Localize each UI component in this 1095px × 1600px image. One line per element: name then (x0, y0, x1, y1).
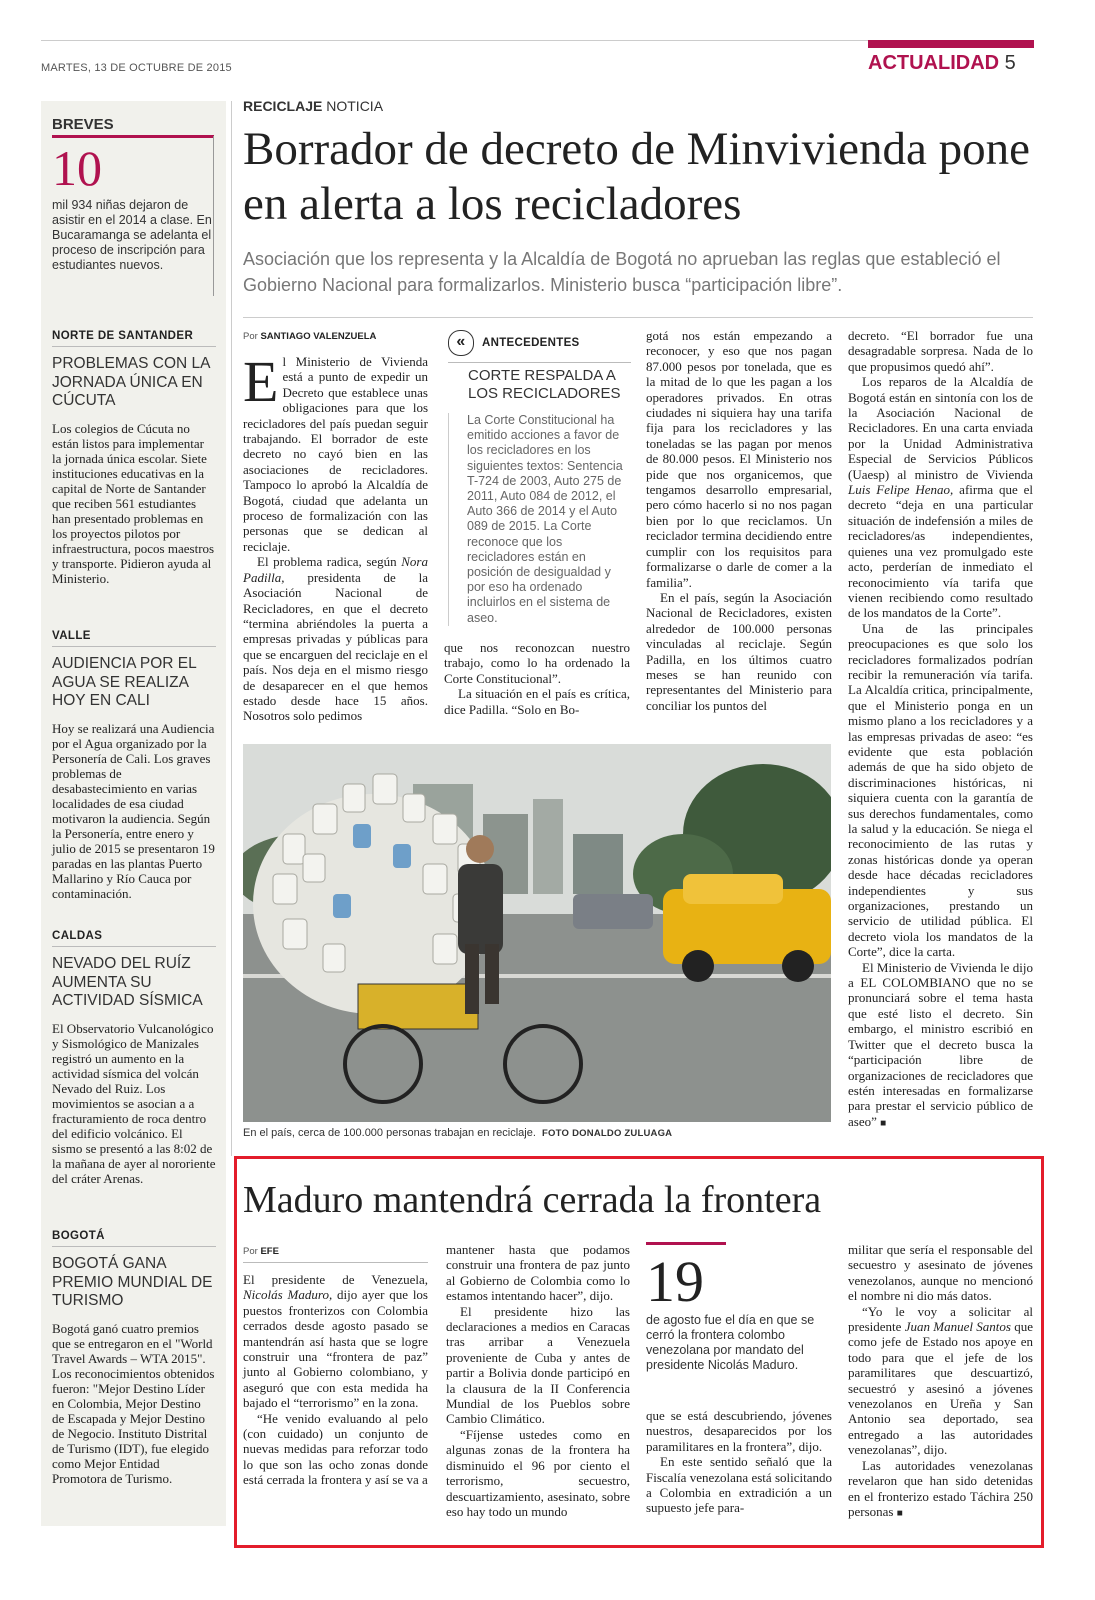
paragraph: “Fíjense ustedes como en algunas zonas de la frontera ha disminuido el 96 por ciento el terrorismo, secuestro, descuartizamiento, asesinato, sobre eso hay todo un mundo (446, 1426, 630, 1519)
byline-author: SANTIAGO VALENZUELA (260, 331, 377, 342)
brief-region: VALLE (52, 630, 216, 647)
brief-title: NEVADO DEL RUÍZ AUMENTA SU ACTIVIDAD SÍSMICA (52, 955, 203, 1009)
paragraph: La situación en el país es crítica, dice Padilla. “Solo en Bo- (444, 686, 630, 717)
end-mark: ■ (896, 1507, 903, 1519)
paragraph-start: Los reparos de la Alcaldía de Bogotá están en sintonía con los de la Asociación Nacional de Recicladores. En una carta enviada por la Unidad Administrativa Especial de Servicios Públicos (Uaesp) al ministro de Vivienda (848, 374, 1033, 482)
person-name: Nora Padilla, (243, 554, 428, 585)
article2-column-4 (848, 1242, 1033, 1521)
article-column-1 (243, 349, 428, 724)
brief-region: BOGOTÁ (52, 1230, 216, 1247)
paragraph: En el país, según la Asociación Nacional de Recicladores, existen alrededor de 100.000 personas vinculadas al reciclaje. Según Padilla, en los últimos cuatro meses se han reunido con representantes del Ministerio para conciliar los puntos del (646, 589, 832, 713)
stat-text: de agosto fue el día en que se cerró la frontera colombo venezolana por mandato del presidente Nicolás Maduro. (646, 1313, 815, 1372)
breves-label: BREVES (52, 116, 114, 133)
paragraph: El Ministerio de Vivienda le dijo a EL COLOMBIANO que no se pronunciará sobre el tema hasta que esté listo el decreto. Sin embargo, el ministro escribió en Twitter que el decreto busca la “participación libre de organizaciones de recicladores que estén interesadas en formalizarse para prestar el servicio público de aseo” (848, 959, 1033, 1129)
paragraph: que se está descubriendo, jóvenes nuestros, desaparecidos por los paramilitares en la frontera”, dijo. (646, 1408, 832, 1454)
byline-rule (243, 1262, 428, 1263)
section-name: ACTUALIDAD (868, 52, 1000, 74)
section-bar (868, 40, 1034, 48)
photo-credit-prefix: FOTO (542, 1128, 570, 1139)
brief-body: Bogotá ganó cuatro premios que se entregaron en el "World Travel Awards – WTA 2015". Los reconocimientos obtenidos fueron: "Mejor Destino Líder en Colombia, Mejor Destino de Escapada y Mejor Destino de Negocio. Instituto Distrital de Turismo (IDT), fue elegido como Mejor Entidad Promotora de Turismo. (52, 1320, 215, 1486)
article-headline: Borrador de decreto de Minvivienda pone en alerta a los recicladores (243, 123, 1030, 230)
kicker-topic: RECICLAJE (243, 98, 323, 114)
brief-body: El Observatorio Vulcanológico y Sismológico de Manizales registró un aumento en la actividad sísmica del volcán Nevado del Ruiz. Los movimientos se asocian a a fracturamiento de roca dentro del edificio volcánico. El sismo se presentó a las 8:02 de la mañana de ayer al nororiente del cráter Arenas. (52, 1020, 216, 1186)
page-number: 5 (1004, 52, 1016, 74)
column-divider (231, 101, 232, 1156)
antecedentes-title: CORTE RESPALDA A LOS RECICLADORES (448, 362, 631, 403)
byline-prefix: Por (243, 1246, 258, 1257)
stat-rule (646, 1242, 726, 1245)
brief-bogota (52, 1230, 216, 1486)
person-name: Luis Felipe Henao, (848, 482, 954, 498)
brief-norte-de-santander (52, 330, 216, 586)
person-name: Nicolás Maduro, (243, 1287, 333, 1303)
paragraph: mantener hasta que podamos construir una frontera de paz junto al Gobierno de Colombia como lo estamos intentando hacer”, dijo. (446, 1242, 630, 1304)
paragraph-start: El problema radica, según (257, 554, 397, 570)
recycler-photo-illustration (243, 744, 831, 1122)
brief-caldas (52, 930, 216, 1186)
paragraph-start: “Yo le voy a solicitar al presidente (848, 1303, 1033, 1335)
drop-cap: E (243, 349, 279, 414)
brief-region: NORTE DE SANTANDER (52, 330, 216, 347)
photo-credit: DONALDO ZULUAGA (572, 1128, 673, 1139)
paragraph: gotá nos están empezando a reconocer, y eso que nos pagan 87.000 pesos por tonelada, que es la mitad de lo que les pagan a los operadores privados. En otras ciudades ni siquiera hay una tarifa fija para los recicladores y las toneladas se las pagan por menos de 80.000 pesos. El Ministerio nos pide que nos organicemos, que tengamos desarrollo empresarial, pero cómo hacerlo si no nos pagan bien por lo que reciclamos. Un reciclador termina decidiendo entre cumplir con los requisitos para formalizarse o darle de comer a la familia”. (646, 328, 832, 590)
brief-valle (52, 630, 216, 901)
kicker-type: NOTICIA (326, 98, 384, 114)
breves-side-rule (213, 136, 214, 296)
paragraph: militar que sería el responsable del secuestro y asesinato de jóvenes venezolanos, aunque no mencionó el nombre ni dio más datos. (848, 1242, 1033, 1304)
paragraph: El presidente hizo las declaraciones a medios en Caracas tras arribar a Venezuela proveniente de Cuba y antes de partir a Bolivia donde participó en la clausura de la II Conferencia Mundial de los Pueblos sobre Cambio Climático. (446, 1303, 630, 1427)
breves-text: mil 934 niñas dejaron de asistir en el 2014 a clase. En Bucaramanga se adelanta el proceso de inscripción para estudiantes nuevos. (52, 198, 212, 272)
paragraph-end: presidenta de la Asociación Nacional de Recicladores, en que el decreto “termina abriéndoles la puerta a empresas privadas y públicas para que se encarguen del reciclaje en el país. Nos deja en el mismo riesgo de desaparecer en el que hemos estado desde hace 15 años. Nosotros solo pedimos (243, 569, 428, 724)
article-column-3 (646, 328, 832, 713)
section-label (868, 52, 1016, 75)
brief-region: CALDAS (52, 930, 216, 947)
double-chevron-left-icon: « (448, 330, 474, 356)
article2-headline: Maduro mantendrá cerrada la frontera (243, 1179, 822, 1221)
caption-text: En el país, cerca de 100.000 personas trabajan en reciclaje. (243, 1127, 536, 1139)
brief-body: Hoy se realizará una Audiencia por el Agua organizado por la Personería de Cali. Los graves problemas de desabastecimiento en varias localidades de esa ciudad motivaron la audiencia. Según la Personería, entre enero y julio de 2015 se presentaron 19 paradas en las plantas Puerto Mallarino y Río Cauca por contaminación. (52, 720, 215, 901)
breves-box (52, 116, 214, 273)
article-deck: Asociación que los representa y la Alcaldía de Bogotá no aprueban las reglas que estableció el Gobierno Nacional para formalizarlos. Ministerio busca “participación libre”. (243, 249, 1001, 295)
person-name: Juan Manuel Santos (904, 1319, 1011, 1335)
antecedentes-label: ANTECEDENTES (482, 337, 580, 349)
brief-title: AUDIENCIA POR EL AGUA SE REALIZA HOY EN CALI (52, 655, 197, 709)
antecedentes-body: La Corte Constitucional ha emitido acciones a favor de los recicladores en los siguientes textos: Sentencia T-724 de 2003, Auto 275 de 2011, Auto 084 de 2012, el Auto 366 de 2014 y el Auto 089 de 2015. La Corte reconoce que los recicladores están en posición de desigualdad y por eso ha ordenado incluirlos en el sistema de aseo. (448, 413, 631, 626)
breves-number: 10 (52, 140, 102, 196)
brief-title: BOGOTÁ GANA PREMIO MUNDIAL DE TURISMO (52, 1255, 213, 1309)
article2-column-3 (646, 1408, 832, 1516)
paragraph: que nos reconozcan nuestro trabajo, como lo ha ordenado la Corte Constitucional”. (444, 640, 630, 686)
end-mark: ■ (880, 1117, 887, 1129)
paragraph-start: El presidente de Venezuela, (243, 1272, 428, 1287)
paragraph-end: afirma que el decreto “deja en una particular situación de indefensión a miles de recicladores/as independientes, quienes una vez promulgado este acto, perderían de inmediato el reconocimiento vía tarifa que vienen recibiendo como resultado de los mandatos de la Corte”. (848, 482, 1034, 621)
byline-prefix: Por (243, 331, 258, 342)
brief-body: Los colegios de Cúcuta no están listos para implementar la jornada única escolar. Siete instituciones educativas en la capital de Norte de Santander que reciben 561 estudiantes han presentado problemas en los proyectos pilotos por infraestructura, pocos maestros y transporte. Pidieron ayuda al Ministerio. (52, 420, 215, 586)
paragraph: decreto. “El borrador fue una desagradable sorpresa. Nada de lo que propusimos quedó ahí”. (848, 328, 1033, 374)
stat-callout (646, 1242, 822, 1373)
breves-rule (52, 135, 214, 138)
article-column-2 (444, 640, 630, 717)
article-column-4 (848, 328, 1033, 1131)
photo-caption (243, 1127, 672, 1139)
paragraph: Una de las principales preocupaciones es que solo los recicladores formalizados podrían recibir la remuneración vía tarifa. La Alcaldía critica, principalmente, que el Ministerio ponga en un mismo plano a los recicladores y a las empresas privadas de aseo: “es evidente que esta población además de que ha sido objeto de discriminaciones históricas, ni siquiera cuenta con la garantía de sus derechos fundamentales, como la salud y la educación. Se niega el reconocimiento de las rutas y zonas históricas donde ya operan desde hace décadas recicladores independientes y sus organizaciones, prestando un servicio de utilidad pública. El decreto viola los mandatos de la Corte”, dice la carta. (848, 620, 1033, 960)
paragraph-end: dijo ayer que los puestos fronterizos con Colombia cerrados desde agosto pasado se mantendrán así hasta que se logre construir una “frontera de paz” junto al Gobierno colombiano, y aseguró que con esta medida ha bajado el “terrorismo” en la zona. (243, 1287, 428, 1411)
article-byline (243, 331, 376, 342)
paragraph-end: que como jefe de Estado nos apoye en todo para que el jefe de los paramilitares que descuartizó, secuestró y asesinó a jóvenes venezolanos en Ureña y San Antonio sea deportado, sea entregado a las autoridades venezolanas”, dijo. (848, 1319, 1034, 1458)
paragraph: “He venido evaluando al pelo (con cuidado) un conjunto de nuevas medidas para reforzar todo lo que son las ocho zonas donde está cerrada la frontera y así se va a (243, 1410, 428, 1488)
stat-number: 19 (646, 1249, 704, 1314)
article2-byline (243, 1246, 279, 1257)
brief-title: PROBLEMAS CON LA JORNADA ÚNICA EN CÚCUTA (52, 355, 210, 409)
paragraph: Las autoridades venezolanas revelaron que han sido detenidas en el fronterizo estado Táchira 250 personas (848, 1457, 1033, 1519)
edition-date: MARTES, 13 DE OCTUBRE DE 2015 (41, 62, 232, 74)
antecedentes-box (448, 330, 631, 626)
paragraph: En este sentido señaló que la Fiscalía venezolana está solicitando a Colombia en extradición a un supuesto jefe para- (646, 1454, 832, 1516)
article-kicker (243, 98, 383, 114)
article2-column-1 (243, 1272, 428, 1488)
antecedentes-header (448, 330, 631, 356)
article2-column-2 (446, 1242, 630, 1519)
paragraph: l Ministerio de Vivienda está a punto de expedir un Decreto que establece unas obligaciones para que los recicladores del país puedan seguir trabajando. El borrador de este decreto no cayó bien en las asociaciones de recicladores. Tampoco lo aprobó la Alcaldía de Bogotá, ciudad que adelanta un proceso de formalización con las personas que se dedican al reciclaje. (243, 354, 428, 554)
article-photo (243, 744, 831, 1122)
deck-rule (243, 317, 1033, 318)
byline-author: EFE (260, 1246, 279, 1257)
